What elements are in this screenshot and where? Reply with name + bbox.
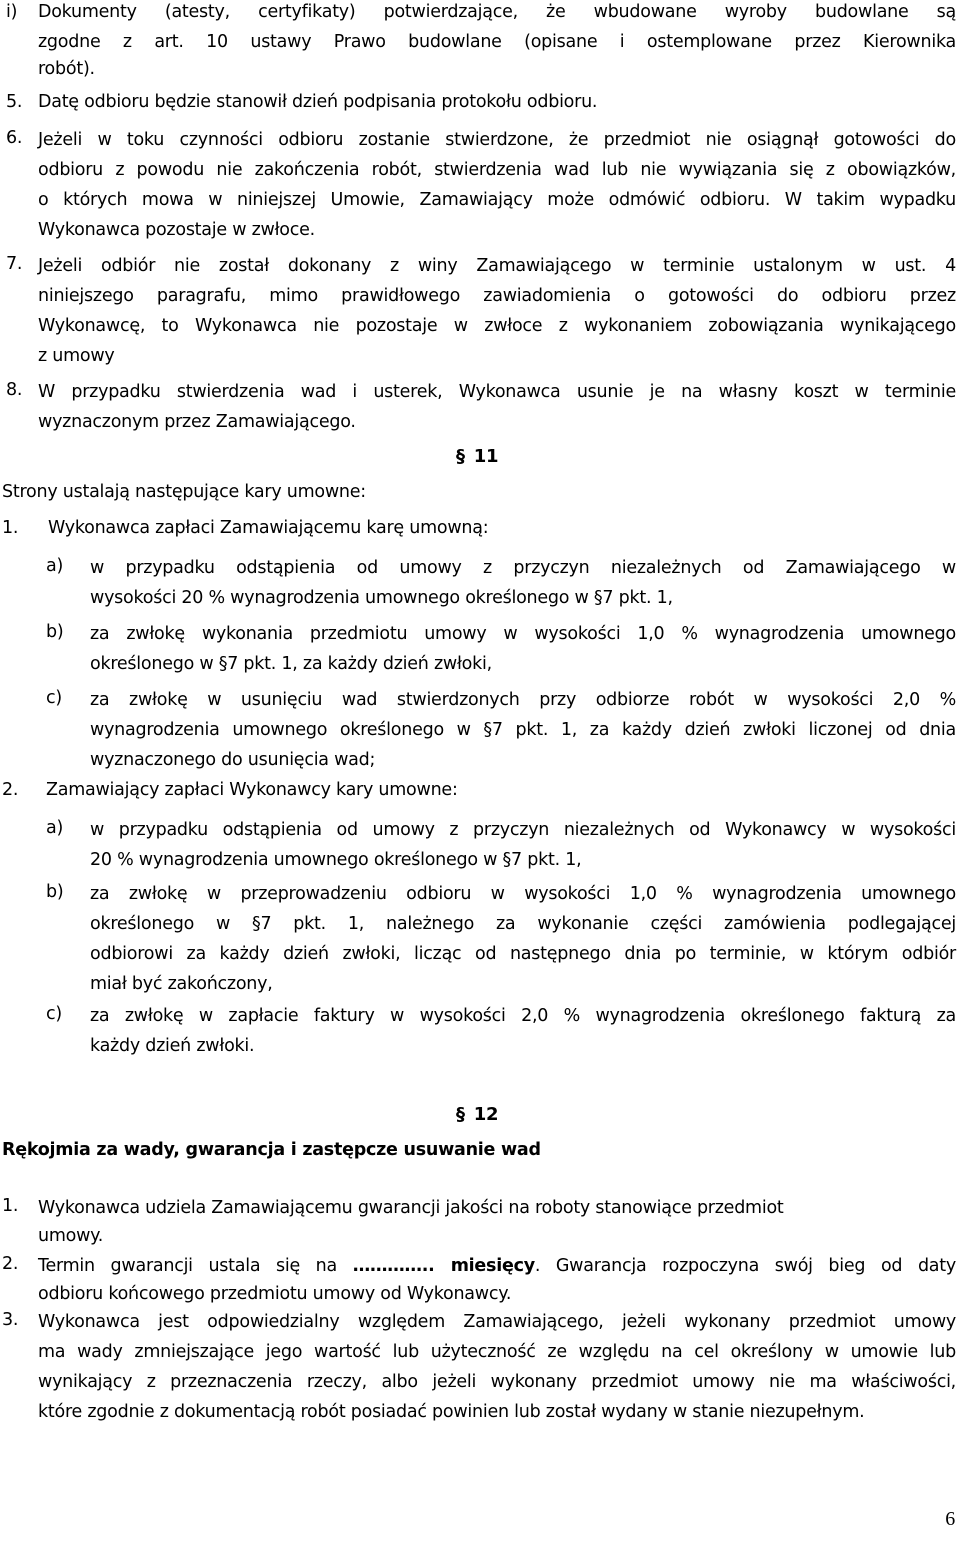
text-line: które zgodnie z dokumentacją robót posiadać powinien lub został wydany w stanie niezupełnym. <box>38 1402 865 1422</box>
text-line: wynikający z przeznaczenia rzeczy, albo jeżeli wykonany przedmiot umowy nie ma właściwości, <box>38 1372 956 1392</box>
text-line: Wykonawca zapłaci Zamawiającemu karę umowną: <box>48 518 489 538</box>
list-item <box>38 1196 956 1254</box>
section-number: 12 <box>473 1104 499 1125</box>
list-marker: 2. <box>2 780 19 800</box>
list-marker: i) <box>6 2 18 22</box>
text-line: W przypadku stwierdzenia wad i usterek, Wykonawca usunie je na własny koszt w terminie <box>38 382 956 402</box>
text-line: ma wady zmniejszające jego wartość lub użyteczność ze względu na cel określony w umowie lub <box>38 1342 956 1362</box>
list-marker: 2. <box>2 1254 19 1274</box>
text-line: 20 % wynagrodzenia umownego określonego w §7 pkt. 1, <box>90 850 582 870</box>
list-item <box>90 622 956 682</box>
text-line: niniejszego paragrafu, mimo prawidłowego zawiadomienia o gotowości do odbioru przez <box>38 286 956 306</box>
list-marker: 5. <box>6 92 23 112</box>
text-line: Jeżeli odbiór nie został dokonany z winy Zamawiającego w terminie ustalonym w ust. 4 <box>38 256 956 276</box>
text-line <box>38 1254 956 1282</box>
text-line: za zwłokę w przeprowadzeniu odbioru w wysokości 1,0 % wynagrodzenia umownego <box>90 884 956 904</box>
text-line: wysokości 20 % wynagrodzenia umownego określonego w §7 pkt. 1, <box>90 588 673 608</box>
text-line: wynagrodzenia umownego określonego w §7 pkt. 1, za każdy dzień zwłoki liczonej od dnia <box>90 720 956 740</box>
list-item <box>90 1004 956 1064</box>
text-line: Wykonawca udziela Zamawiającemu gwarancji jakości na roboty stanowiące przedmiot <box>38 1198 784 1218</box>
text-line: miał być zakończony, <box>90 974 273 994</box>
text-line: za zwłokę w usunięciu wad stwierdzonych przy odbiorze robót w wysokości 2,0 % <box>90 690 956 710</box>
text-line: określonego w §7 pkt. 1, należnego za wykonanie części zamówienia podlegającej <box>90 914 956 934</box>
list-marker: 6. <box>6 128 23 148</box>
text-line: zgodne z art. 10 ustawy Prawo budowlane (opisane i ostemplowane przez Kierownika <box>38 32 956 52</box>
list-item <box>90 818 956 878</box>
section-intro: Strony ustalają następujące kary umowne: <box>2 482 366 502</box>
list-item <box>38 380 956 440</box>
list-marker: a) <box>46 556 64 576</box>
text-line: Wykonawcę, to Wykonawca nie pozostaje w zwłoce z wykonaniem zobowiązania wynikającego <box>38 316 956 336</box>
text-line: o których mowa w niniejszej Umowie, Zamawiający może odmówić odbioru. W takim wypadku <box>38 190 956 210</box>
text-line: w przypadku odstąpienia od umowy z przyczyn niezależnych od Wykonawcy w wysokości <box>90 820 956 840</box>
text-run: Termin gwarancji ustala się na <box>38 1256 338 1276</box>
list-marker: a) <box>46 818 64 838</box>
list-item <box>90 882 956 1002</box>
section-heading <box>456 1104 498 1125</box>
text-line: Wykonawca pozostaje w zwłoce. <box>38 220 315 240</box>
text-line: określonego w §7 pkt. 1, za każdy dzień zwłoki, <box>90 654 492 674</box>
text-line: Dokumenty (atesty, certyfikaty) potwierdzające, że wbudowane wyroby budowlane są <box>38 2 956 22</box>
list-marker: 1. <box>2 1196 19 1216</box>
text-line: odbioru końcowego przedmiotu umowy od Wykonawcy. <box>38 1284 512 1304</box>
list-item <box>38 1254 956 1312</box>
list-marker: 1. <box>2 518 19 538</box>
list-item <box>38 128 956 248</box>
section-heading <box>456 446 498 467</box>
list-marker: b) <box>46 882 64 902</box>
list-marker: b) <box>46 622 64 642</box>
paragraph-symbol: § <box>456 1104 465 1125</box>
warranty-period-placeholder: ………….. miesięcy <box>352 1256 535 1276</box>
text-line: odbiorowi za każdy dzień zwłoki, licząc od następnego dnia po terminie, w którym odbiór <box>90 944 956 964</box>
text-line: Datę odbioru będzie stanowił dzień podpisania protokołu odbioru. <box>38 92 598 112</box>
text-run: . Gwarancja rozpoczyna swój bieg od daty <box>534 1256 956 1276</box>
list-marker: 7. <box>6 254 23 274</box>
list-item <box>38 254 956 374</box>
list-item <box>90 688 956 778</box>
list-item <box>90 556 956 616</box>
text-line: w przypadku odstąpienia od umowy z przyczyn niezależnych od Zamawiającego w <box>90 558 956 578</box>
section-title: Rękojmia za wady, gwarancja i zastępcze usuwanie wad <box>2 1140 541 1160</box>
paragraph-symbol: § <box>456 446 465 467</box>
text-line: wyznaczonego do usunięcia wad; <box>90 750 376 770</box>
text-line: Wykonawca jest odpowiedzialny względem Zamawiającego, jeżeli wykonany przedmiot umowy <box>38 1312 956 1332</box>
list-item <box>38 0 956 87</box>
text-line: odbioru z powodu nie zakończenia robót, stwierdzenia wad lub nie wywiązania się z obowiązków, <box>38 160 956 180</box>
list-marker: 3. <box>2 1310 19 1330</box>
text-line: robót). <box>38 59 95 79</box>
section-number: 11 <box>473 446 499 467</box>
text-line: za zwłokę wykonania przedmiotu umowy w wysokości 1,0 % wynagrodzenia umownego <box>90 624 956 644</box>
text-line: Jeżeli w toku czynności odbioru zostanie stwierdzone, że przedmiot nie osiągnął gotowości do <box>38 130 956 150</box>
text-line: umowy. <box>38 1226 104 1246</box>
page-number: 6 <box>945 1508 955 1530</box>
list-marker: c) <box>46 1004 62 1024</box>
text-line: każdy dzień zwłoki. <box>90 1036 255 1056</box>
list-marker: c) <box>46 688 62 708</box>
text-line: Zamawiający zapłaci Wykonawcy kary umowne: <box>46 780 458 800</box>
list-item <box>38 1310 956 1430</box>
list-marker: 8. <box>6 380 23 400</box>
text-line: za zwłokę w zapłacie faktury w wysokości 2,0 % wynagrodzenia określonego fakturą za <box>90 1006 956 1026</box>
text-line: z umowy <box>38 346 115 366</box>
text-line: wyznaczonym przez Zamawiającego. <box>38 412 356 432</box>
